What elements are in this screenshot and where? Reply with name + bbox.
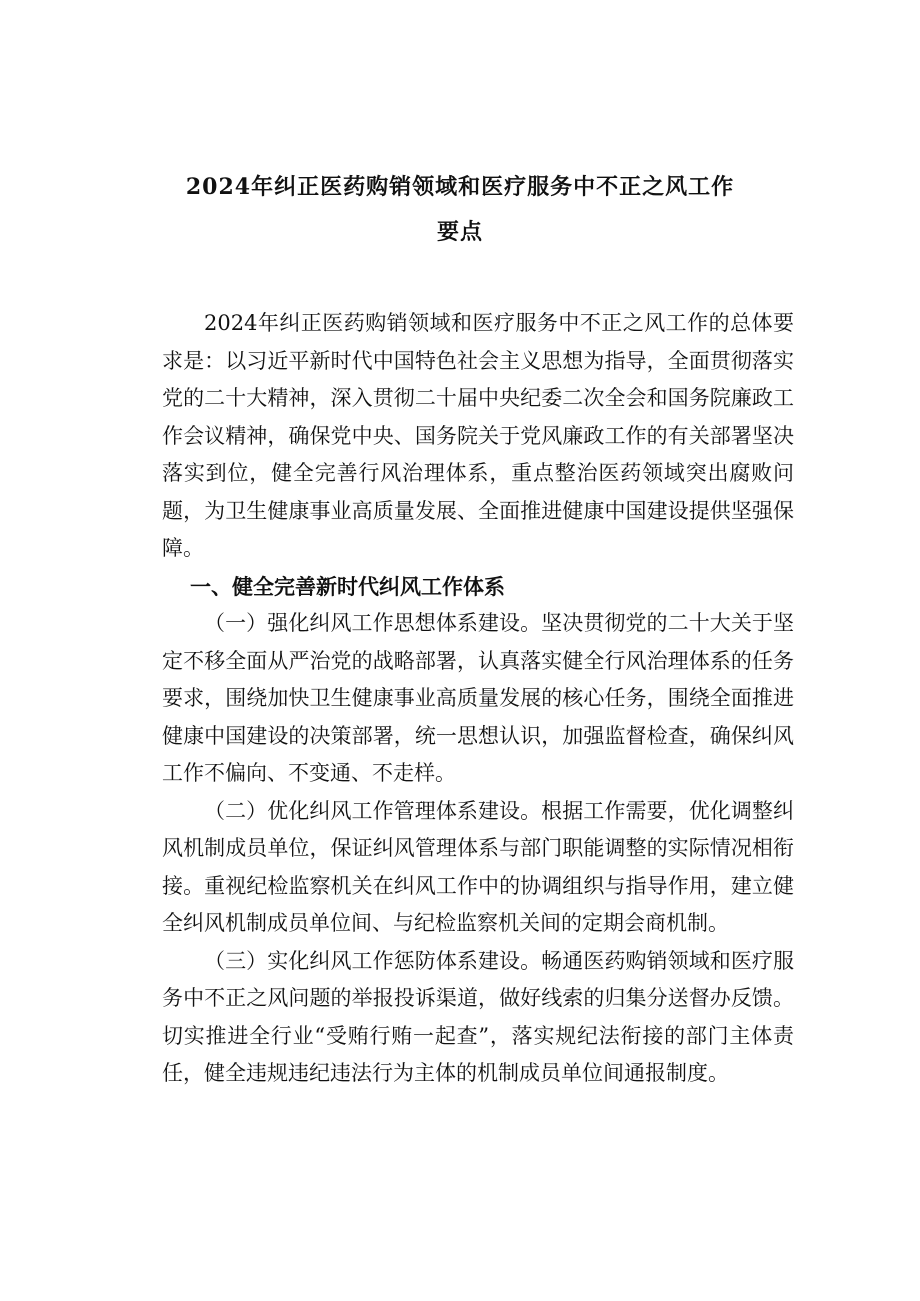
intro-paragraph: 2024年纠正医药购销领域和医疗服务中不正之风工作的总体要求是：以习近平新时代中国特色社会主义思想为指导，全面贯彻落实党的二十大精神，深入贯彻二十届中央纪委二次全会和国务院廉政工作会议精神，确保党中央、国务院关于党风廉政工作的有关部署坚决落实到位，健全完善行风治理体系，重点整治医药领域突出腐败问题，为卫生健康事业高质量发展、全面推进健康中国建设提供坚强保障。 [162, 311, 794, 560]
document-title-line-2: 要点 [436, 219, 483, 245]
item-paragraph-1: （一）强化纠风工作思想体系建设。坚决贯彻党的二十大关于坚定不移全面从严治党的战略部署，认真落实健全行风治理体系的任务要求，围绕加快卫生健康事业高质量发展的核心任务，围绕全面推进健康中国建设的决策部署，统一思想认识，加强监督检查，确保纠风工作不偏向、不变通、不走样。 [162, 611, 794, 785]
item-paragraph-3: （三）实化纠风工作惩防体系建设。畅通医药购销领域和医疗服务中不正之风问题的举报投诉渠道，做好线索的归集分送督办反馈。切实推进全行业“受贿行贿一起查”，落实规纪法衔接的部门主体责任，健全违规违纪违法行为主体的机制成员单位间通报制度。 [162, 948, 794, 1085]
section-heading-1: 一、健全完善新时代纠风工作体系 [190, 573, 505, 599]
document-title-line-1: 2024年纠正医药购销领域和医疗服务中不正之风工作 [185, 174, 735, 200]
item-paragraph-2: （二）优化纠风工作管理体系建设。根据工作需要，优化调整纠风机制成员单位，保证纠风管理体系与部门职能调整的实际情况相衔接。重视纪检监察机关在纠风工作中的协调组织与指导作用，建立健全纠风机制成员单位间、与纪检监察机关间的定期会商机制。 [162, 798, 794, 935]
document-body [162, 305, 794, 1093]
